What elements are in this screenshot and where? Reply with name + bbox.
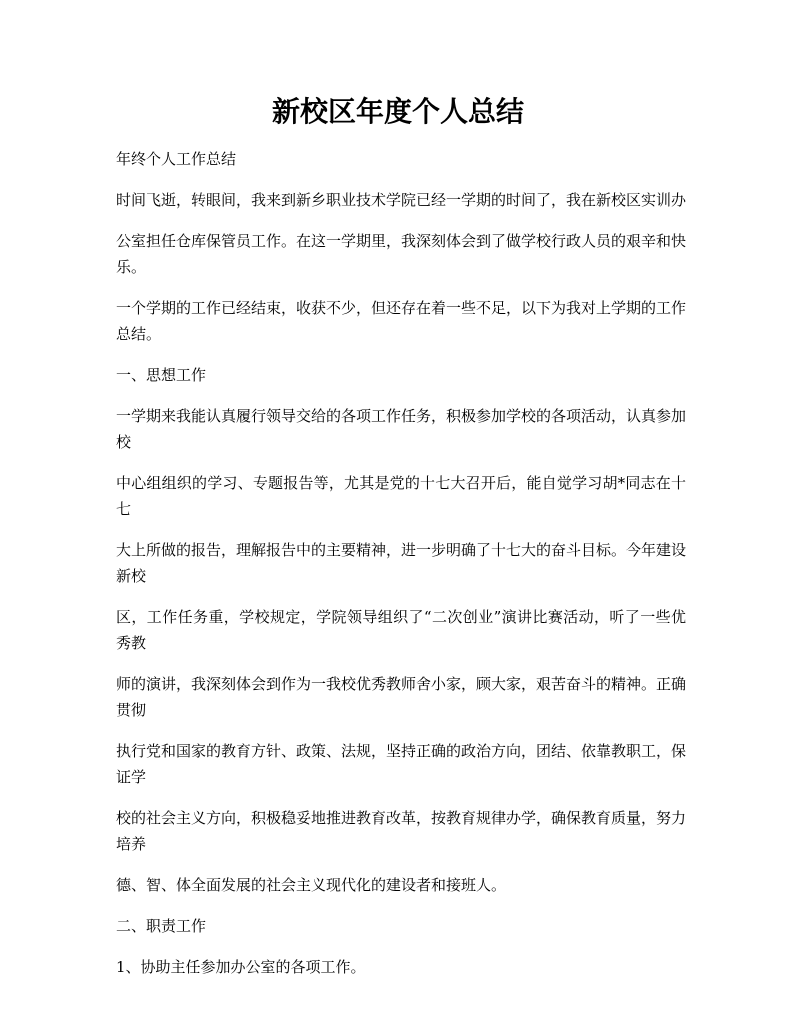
paragraph: 区，工作任务重，学校规定，学院领导组织了“二次创业”演讲比赛活动，听了一些优秀教 — [116, 608, 686, 652]
paragraph: 中心组组织的学习、专题报告等，尤其是党的十七大召开后，能自觉学习胡*同志在十七 — [116, 474, 686, 518]
paragraph: 一学期来我能认真履行领导交给的各项工作任务，积极参加学校的各项活动，认真参加校 — [116, 407, 687, 451]
paragraph: 执行党和国家的教育方针、政策、法规，坚持正确的政治方向，团结、依靠教职工，保证学 — [116, 742, 687, 786]
paragraph: 公室担任仓库保管员工作。在这一学期里，我深刻体会到了做学校行政人员的艰辛和快乐。 — [116, 232, 687, 276]
paragraph: 时间飞逝，转眼间，我来到新乡职业技术学院已经一学期的时间了，我在新校区实训办 — [116, 191, 687, 209]
section-heading-duties: 二、职责工作 — [116, 917, 207, 935]
paragraph: 一个学期的工作已经结束，收获不少，但还存在着一些不足，以下为我对上学期的工作总结。 — [116, 299, 687, 343]
section-heading-thought: 一、思想工作 — [116, 366, 207, 384]
paragraph: 德、智、体全面发展的社会主义现代化的建设者和接班人。 — [116, 876, 507, 894]
paragraph: 1、协助主任参加办公室的各项工作。 — [116, 958, 366, 976]
document-body — [116, 146, 686, 995]
paragraph: 师的演讲，我深刻体会到作为一我校优秀教师舍小家，顾大家，艰苦奋斗的精神。正确贯彻 — [116, 675, 687, 719]
paragraph: 校的社会主义方向，积极稳妥地推进教育改革，按教育规律办学，确保教育质量，努力培养 — [116, 809, 687, 853]
paragraph: 大上所做的报告，理解报告中的主要精神，进一步明确了十七大的奋斗目标。今年建设新校 — [116, 541, 687, 585]
paragraph-heading-summary: 年终个人工作总结 — [116, 150, 237, 168]
document-title: 新校区年度个人总结 — [271, 95, 524, 128]
